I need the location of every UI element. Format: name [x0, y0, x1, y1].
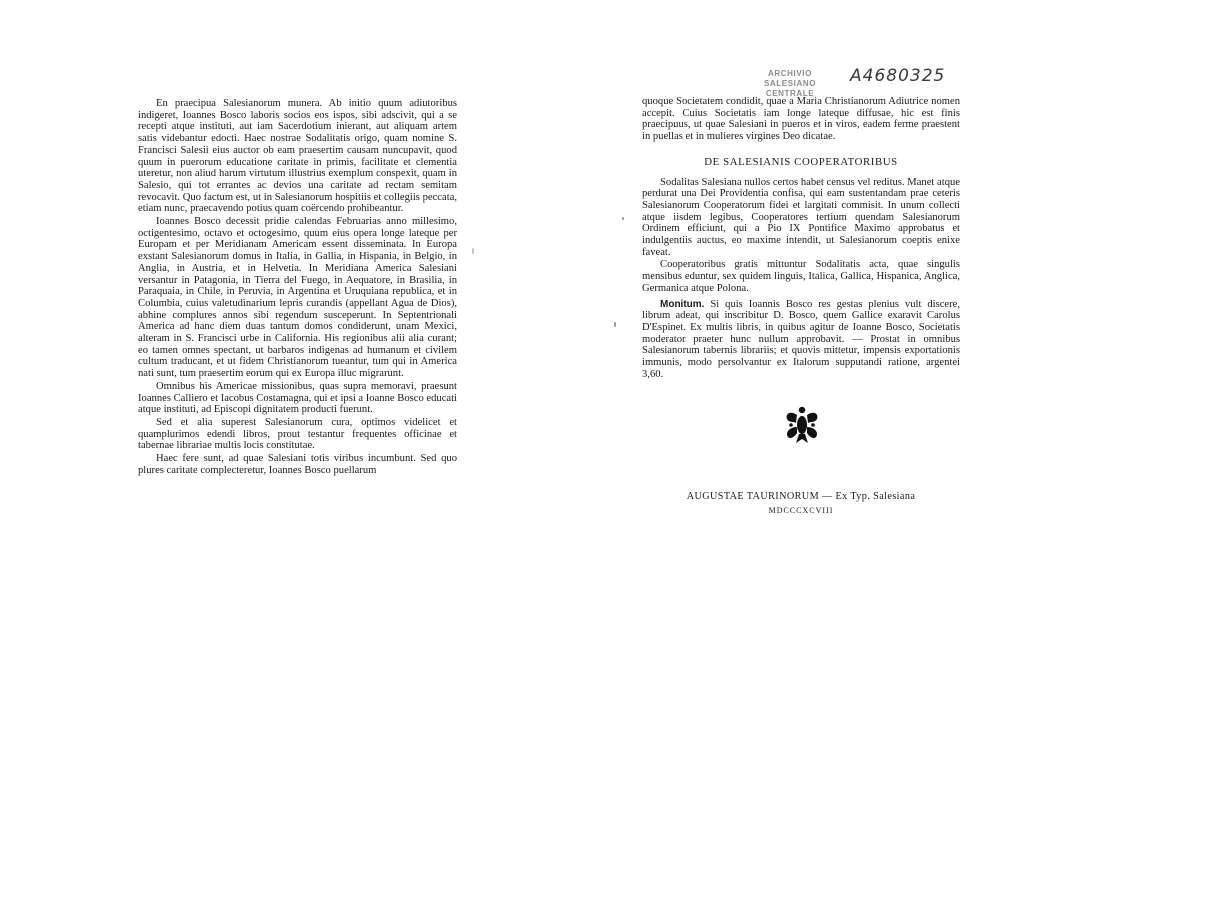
- imprint-line: AUGUSTAE TAURINORUM — Ex Typ. Salesiana: [686, 491, 916, 502]
- section-heading: DE SALESIANIS COOPERATORIBUS: [704, 155, 898, 168]
- archive-stamp: [742, 69, 838, 99]
- imprint: [642, 491, 960, 515]
- left-paragraph-2: Ioannes Bosco decessit pridie calendas Februarias anno millesimo, octigentesimo, octavo et octogesimo, quum eius opera longe lateque per Europam et per Meridianam Americam essent disseminata. In Europa exstant Salesianorum domus in Italia, in Gallia, in Hispania, in Belgio, in Anglia, in Austria, et in Helvetia. In Meridiana America Salesiani versantur in Patagonia, in Tierra del Fuego, in Aequatore, in Brasilia, in Paraquaia, in Chile, in Peruvia, in Argentina et Uruquiana republica, et in Columbia, cuius valetudinarium lepris curandis (appellant Agua de Dios), abhine complures annos sibi regendum susceperunt. In Septentrionali America ad hanc diem duas tantum domos condiderunt, unam Mexici, alteram in S. Francisci urbe in California. His regionibus alii alia curant; eo tamen omnes spectant, ut barbaros indigenas ad humanum et civilem cultum traducant, et ut fidem Christianorum tueantur, tum qui in America nati sunt, tum praesertim eorum qui ex Europa illuc migrarunt.: [138, 216, 457, 380]
- inventory-number: A4680325: [850, 66, 946, 86]
- left-paragraph-5: Haec fere sunt, ad quae Salesiani totis viribus incumbunt. Sed quo plures caritate complecteretur, Ioannes Bosco puellarum: [138, 453, 457, 476]
- left-paragraph-4: Sed et alia superest Salesianorum cura, optimos videlicet et quamplurimos edendi libros, prout testantur frequentes officinae et tabernae librariae multis locis constitutae.: [138, 416, 457, 452]
- right-paragraph-1: Sodalitas Salesiana nullos certos habet census vel reditus. Manet atque perdurat una Dei Providentia confisa, qui eam sustentandam prae ceteris Salesianorum Cooperatorum fidei et largitati commisit. In unum collecti atque iisdem legibus, Cooperatores tertium quendam Salesianorum Ordinem efficiunt, qui a Pio IX Pontifice Maximo approbatus et indulgentiis auctus, eo maxime intendit, ut Salesianorum coeptis enixe faveat.: [642, 176, 960, 258]
- archive-stamp-line2: CENTRALE: [765, 89, 815, 98]
- left-paragraph-3: Omnibus his Americae missionibus, quas supra memoravi, praesunt Ioannes Calliero et Iacobus Costamagna, qui et ipsi a Ioanne Bosco educati atque instituti, ad Episcopi dignitatem producti fuerunt.: [138, 380, 457, 416]
- right-paragraph-2: Cooperatoribus gratis mittuntur Sodalitatis acta, quae singulis mensibus eduntur, sex quidem linguis, Italica, Gallica, Hispanica, Anglica, Germanica atque Polona.: [642, 259, 960, 294]
- imprint-year: MDCCCXCVIII: [768, 506, 834, 515]
- archive-stamp-line1: ARCHIVIO SALESIANO: [763, 69, 817, 88]
- left-paragraph-1: En praecipua Salesianorum munera. Ab initio quum adiutoribus indigeret, Ioannes Bosco laboris socios eos ispos, sibi adscivit, qui a se recepti atque instituti, aut iam Sacerdotium inierant, aut aliquam artem satis videbantur edocti. Haec nostrae Sodalitatis origo, quam nomine S. Francisci Salesii eius auctor ob eam praesertim causam nuncupavit, quod quum in puerorum educatione caritate in primis, facilitate et clementia uteretur, non aliud harum virtutum illustrius exemplum conspexit, quam in Salesio, qui tot errantes ac devios una caritate ad rectam semitam revocavit. Quo factum est, ut in Salesianorum hospitiis et collegiis peccata, etiam nunc, praecavendo potius quam coërcendo prohibeantur.: [138, 98, 457, 215]
- scan-speck: [622, 217, 624, 220]
- monitum-label: Monitum.: [660, 298, 705, 310]
- printer-ornament-icon: [783, 405, 821, 445]
- monitum-paragraph: [642, 299, 960, 381]
- scan-speck: [472, 248, 474, 254]
- scan-speck: [614, 322, 616, 327]
- right-page: [642, 96, 960, 520]
- right-continuation: quoque Societatem condidit, quae a Maria Christianorum Adiutrice nomen accepit. Cuius Societatis iam longe lateque diffusae, hic est finis praecipuus, ut quae Salesiani in pueros et in viros, eadem ferme praestent in puellas et in mulieres virgines Deo dicatae.: [642, 96, 960, 143]
- left-page: [138, 98, 457, 518]
- monitum-text: Si quis Ioannis Bosco res gestas plenius vult discere, librum adeat, qui inscribitur D. Bosco, quem Gallice exaravit Carolus D'Espinet. Ex multis libris, in quibus agitur de Ioanne Bosco, Societatis moderator praeter hunc nullum approbavit. — Prostat in omnibus Salesianorum tabernis librariis; et quovis mittetur, impensis exportationis immunis, modo persolvantur ex Italorum supputandi ratione, argentei 3,60.: [642, 298, 960, 380]
